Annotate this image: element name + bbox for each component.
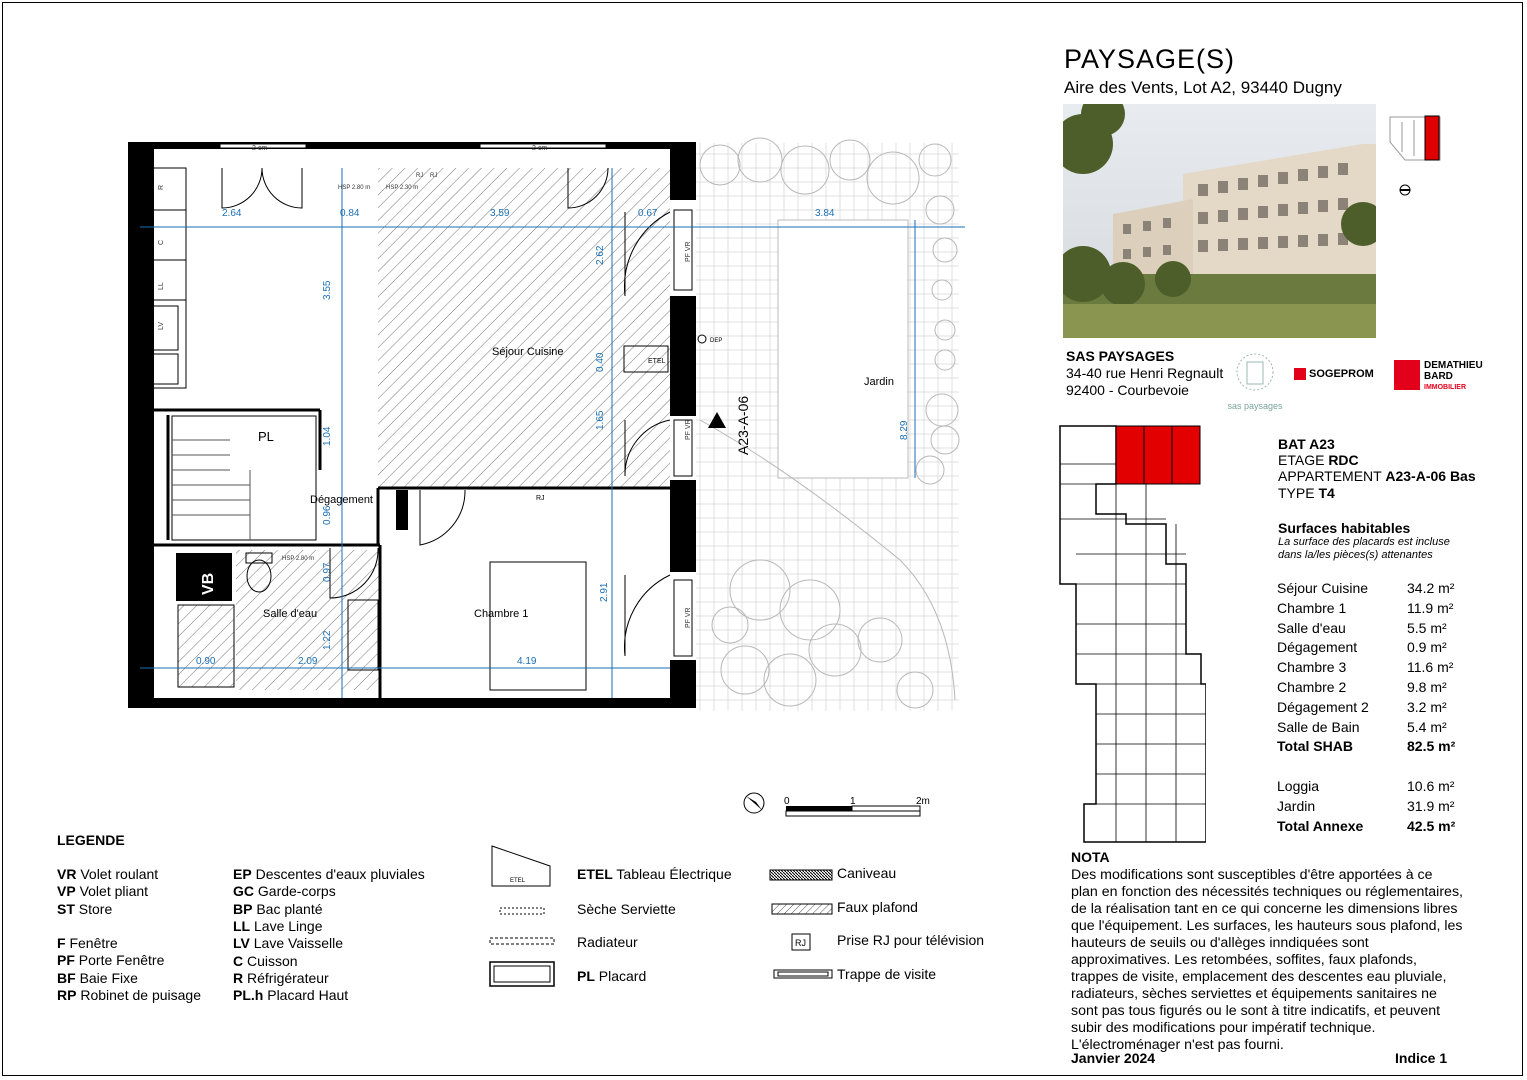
nota-heading: NOTA xyxy=(1071,849,1110,865)
dep-label: DEP xyxy=(710,338,723,344)
plan-small-label: C xyxy=(158,239,165,245)
dimension-label: 1.04 xyxy=(322,426,333,446)
legend-item: C Cuisson xyxy=(233,953,298,969)
room-pl: PL xyxy=(258,429,274,444)
legend-radiateur: Radiateur xyxy=(577,934,638,950)
dimension-label: 0.96 xyxy=(322,505,333,525)
surface-row: Salle d'eau 5.5 m² xyxy=(1277,619,1447,636)
annex-row: Jardin 31.9 m² xyxy=(1277,798,1455,814)
plan-small-label: PF VR xyxy=(685,419,692,440)
annex-row: Loggia 10.6 m² xyxy=(1277,778,1455,794)
type-row: TYPE T4 xyxy=(1278,485,1335,501)
legend-item: R Réfrigérateur xyxy=(233,970,329,986)
sas-paysages-logo: sas paysages xyxy=(1226,348,1284,414)
annex-total-row: Total Annexe 42.5 m² xyxy=(1277,818,1456,834)
plan-small-label: PF VR xyxy=(685,241,692,262)
vb-label: VB xyxy=(200,572,217,595)
dimension-label: 3.55 xyxy=(322,280,333,300)
dimension-label: 0.84 xyxy=(340,208,360,219)
floor-plan xyxy=(0,0,1000,820)
plan-small-label: HSP 2.80 m xyxy=(338,185,371,191)
developer-name: SAS PAYSAGES xyxy=(1066,348,1175,364)
plan-small-label: PF VR xyxy=(685,607,692,628)
etel-label: ETEL xyxy=(648,358,666,365)
site-keyplan xyxy=(1380,112,1460,202)
legend-item: GC Garde-corps xyxy=(233,883,336,899)
plan-small-label: RJ xyxy=(416,173,424,179)
legend-symbols-1 xyxy=(488,842,568,992)
dimension-label: 1.22 xyxy=(322,630,333,650)
nota-text: Des modifications sont susceptibles d'être apportées à ce plan en fonction des nécessités techniques ou réglementaires, de la réalisation tant en ce qui concerne les dimensions libres que l'équipement. Les surfaces, les hauteurs sous plafond, les hauteurs de seuils ou d'allèges inndiquées sont approximatives. Les retombées, soffites, faux plafonds, trappes de visite, emplacement des descentes eau pluviale, radiateurs, sèches serviettes et équipements sanitaires ne sont pas tous figurés ou le sont à titre indicatifs, et peuvent subir des modifications pour impératif technique. L'électroménager n'est pas fourni. xyxy=(1071,867,1463,1053)
developer-street: 34-40 rue Henri Regnault xyxy=(1066,365,1224,381)
dimension-label: 3.59 xyxy=(490,208,510,219)
dimension-label: 2.64 xyxy=(222,208,242,219)
unit-tag-label: A23-A-06 xyxy=(735,395,751,455)
surface-total-row: Total SHAB 82.5 m² xyxy=(1277,738,1456,754)
dimension-label: 0.67 xyxy=(638,208,658,219)
plan-small-label: HSP 2.80 m xyxy=(282,556,315,562)
surface-row: Salle de Bain 5.4 m² xyxy=(1277,718,1447,735)
svg-text:RJ: RJ xyxy=(795,938,806,948)
room-sejour: Séjour Cuisine xyxy=(492,346,564,358)
etage-row: ETAGE RDC xyxy=(1278,452,1359,468)
surfaces-heading: Surfaces habitables xyxy=(1278,520,1411,536)
dimension-label: 4.19 xyxy=(517,656,537,667)
dimension-label: 8.29 xyxy=(899,420,910,440)
plan-small-label: R xyxy=(158,184,165,190)
dimension-label: 2.09 xyxy=(298,656,318,667)
scale-tick-0: 0 xyxy=(784,796,790,807)
plan-small-label: HSP 2.30 m xyxy=(386,185,419,191)
room-salle-eau: Salle d'eau xyxy=(263,608,318,620)
sogeprom-logo: SOGEPROM xyxy=(1294,368,1374,380)
legend-item: LV Lave Vaisselle xyxy=(233,935,343,951)
legend-item: LL Lave Linge xyxy=(233,918,323,934)
legend-item: PF Porte Fenêtre xyxy=(57,952,165,968)
dimension-label: 0.90 xyxy=(196,656,216,667)
surface-row: Chambre 1 11.9 m² xyxy=(1277,599,1454,616)
building-keyplan xyxy=(1056,424,1206,844)
scale-tick-2: 2m xyxy=(916,796,930,807)
dimension-label: 2.91 xyxy=(599,582,610,602)
legend-item: VP Volet pliant xyxy=(57,883,149,899)
dimension-label: 0.97 xyxy=(322,562,333,582)
dimension-label: 3.84 xyxy=(815,208,835,219)
plan-small-label: LL xyxy=(158,282,165,290)
bat-label: BAT A23 xyxy=(1278,436,1335,452)
surfaces-note: La surface des placards est incluse dans la/les pièces(s) attenantes xyxy=(1278,536,1450,561)
plan-small-label: RJ xyxy=(430,173,438,179)
legend-item: BP Bac planté xyxy=(233,901,323,917)
developer-city: 92400 - Courbevoie xyxy=(1066,382,1189,398)
dimension-label: 1.65 xyxy=(595,410,606,430)
legend-prise-rj: Prise RJ pour télévision xyxy=(837,932,985,948)
legend-faux-plafond: Faux plafond xyxy=(837,899,918,915)
legend-item: F Fenêtre xyxy=(57,935,118,951)
rj-label: RJ xyxy=(536,495,545,502)
legend-trappe: Trappe de visite xyxy=(837,966,937,982)
legend-item: EP Descentes d'eaux pluviales xyxy=(233,866,425,882)
nota-indice: Indice 1 xyxy=(1395,1050,1448,1066)
nota-date: Janvier 2024 xyxy=(1071,1050,1156,1066)
surface-row: Chambre 3 11.6 m² xyxy=(1277,659,1454,676)
dimension-label: 2.62 xyxy=(595,245,606,265)
room-jardin: Jardin xyxy=(864,376,894,388)
svg-text:ETEL: ETEL xyxy=(510,878,526,884)
surface-row: Dégagement 2 3.2 m² xyxy=(1277,698,1447,715)
surface-row: Séjour Cuisine 34.2 m² xyxy=(1277,580,1455,596)
legend-item: BF Baie Fixe xyxy=(57,970,138,986)
legend-etel: ETEL Tableau Électrique xyxy=(577,866,732,882)
scale-bar xyxy=(740,792,940,822)
dimension-label: 0.40 xyxy=(595,352,606,372)
legend-item: PL.h Placard Haut xyxy=(233,987,349,1003)
appartement-row: APPARTEMENT A23-A-06 Bas xyxy=(1278,468,1476,484)
legend-symbols-2 xyxy=(768,866,836,986)
dep-icon xyxy=(698,335,706,343)
legend-placard: PL Placard xyxy=(577,968,647,984)
project-address: Aire des Vents, Lot A2, 93440 Dugny xyxy=(1064,78,1342,97)
plan-small-label: 2 cm xyxy=(252,145,268,152)
legend-caniveau: Caniveau xyxy=(837,865,897,881)
legend-item: VR Volet roulant xyxy=(57,866,159,882)
legend-seche-serviette: Sèche Serviette xyxy=(577,901,676,917)
surface-row: Dégagement 0.9 m² xyxy=(1277,639,1447,656)
legend-item: RP Robinet de puisage xyxy=(57,987,201,1003)
plan-small-label: 2 cm xyxy=(532,145,548,152)
scale-tick-1: 1 xyxy=(850,796,856,807)
surface-row: Chambre 2 9.8 m² xyxy=(1277,679,1447,695)
room-chambre1: Chambre 1 xyxy=(474,608,529,620)
legend-heading: LEGENDE xyxy=(57,832,125,848)
building-rendering xyxy=(1063,104,1376,338)
legend-item: ST Store xyxy=(57,901,113,917)
plan-small-label: LV xyxy=(158,321,165,330)
project-title: PAYSAGE(S) xyxy=(1064,44,1236,74)
room-degagement: Dégagement xyxy=(310,494,373,506)
